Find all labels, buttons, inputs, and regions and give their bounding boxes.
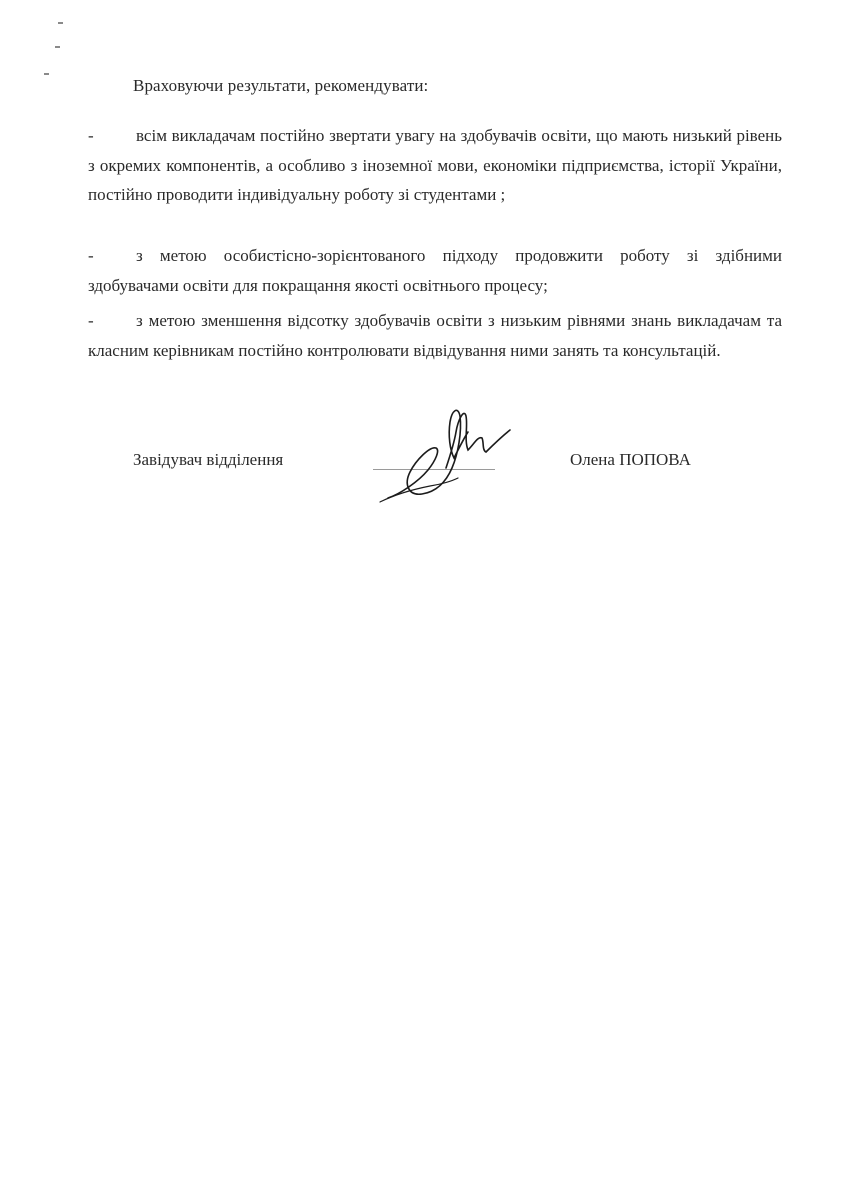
signatory-role: Завідувач відділення (133, 450, 284, 469)
intro-text: Враховуючи результати, рекомендувати: (133, 76, 429, 95)
recommendation-item (88, 121, 782, 210)
recommendation-text: всім викладачам постійно звертати увагу на здобувачів освіти, що мають низький рівень з окремих компонентів, а особливо з іноземної мови, економіки підприємства, історії України, постійно проводити індивідуальну роботу зі студентами ; (88, 126, 782, 204)
recommendation-item (88, 241, 782, 300)
recommendation-text: з метою зменшення відсотку здобувачів освіти з низьким рівнями знань викладачам та класним керівникам постійно контролювати відвідування ними занять та консультацій. (88, 311, 782, 360)
scan-edge-mark (44, 73, 49, 75)
recommendation-text: з метою особистісно-зорієнтованого підходу продовжити роботу зі здібними здобувачами освіти для покращання якості освітнього процесу; (88, 246, 782, 295)
recommendation-item (88, 306, 782, 365)
list-dash: - (88, 126, 94, 145)
signatory-name: Олена ПОПОВА (570, 450, 691, 469)
list-dash: - (88, 246, 94, 265)
list-dash: - (88, 311, 94, 330)
handwritten-signature (370, 398, 520, 508)
scan-edge-mark (55, 46, 60, 48)
scan-edge-mark (58, 22, 63, 24)
